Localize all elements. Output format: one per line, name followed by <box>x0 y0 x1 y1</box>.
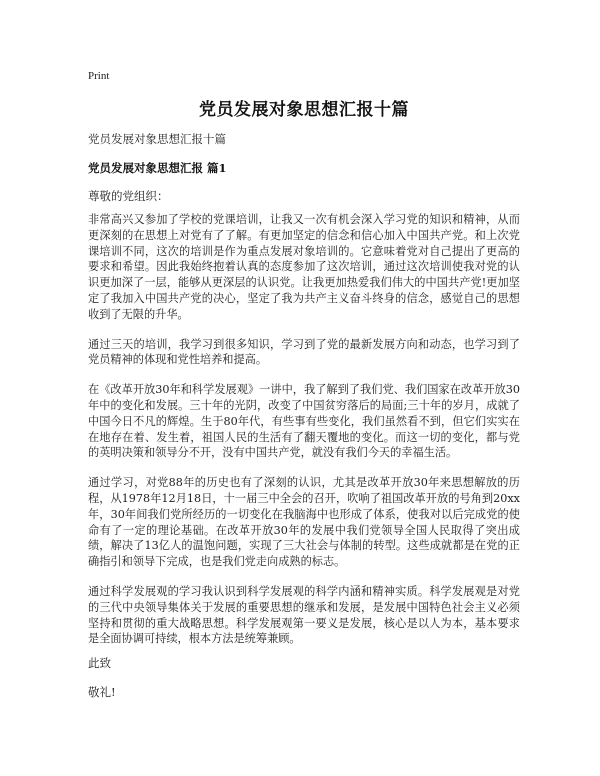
paragraph: 在《改革开放30年和科学发展观》一讲中，我了解到了我们党、我们国家在改革开放30年中的变化和发展。三十年的光阴，改变了中国贫穷落后的局面;三十年的岁月，成就了中国今日不凡的辉煌。生于80年代，有些事有些变化，我们虽然看不到，但它们实实在在地存在着、发生着，祖国人民的生活有了翻天覆地的变化。而这一切的变化，都与党的英明决策和领导分不开，没有中国共产党，就没有我们今天的幸福生活。 <box>88 383 520 460</box>
closing-regards: 敬礼! <box>88 685 116 699</box>
document-title: 党员发展对象思想汇报十篇 <box>199 100 409 120</box>
paragraph: 通过学习，对党88年的历史也有了深刻的认识，尤其是改革开放30年来思想解放的历程，从1978年12月18日，十一届三中全会的召开，吹响了祖国改革开放的号角到20xx年，30年间我们党所经历的一切变化在我脑海中也形成了体系，使我对以后完成党的使命有了一定的理论基础。在改革开放30年的发展中我们党领导全国人民取得了突出成绩，解决了13亿人的温饱问题，实现了三大社会与体制的转型。这些成就都是在党的正确指引和领导下完成，也是我们党走向成熟的标志。 <box>88 476 520 569</box>
body-text <box>88 212 520 661</box>
closing-salutation: 此致 <box>88 656 111 670</box>
paragraph: 非常高兴又参加了学校的党课培训，让我又一次有机会深入学习党的知识和精神，从而更深刻的在思想上对党有了了解。有更加坚定的信念和信心加入中国共产党。和上次党课培训不同，这次的培训是作为重点发展对象培训的。它意味着党对自己提出了更高的要求和希望。因此我始终抱着认真的态度参加了这次培训，通过这次培训使我对党的认识更加深了一层，能够从更深层的认识党。让我更加热爱我们伟大的中国共产党!更加坚定了我加入中国共产党的决心，坚定了我为共产主义奋斗终身的信念，感觉自己的思想收到了无限的升华。 <box>88 213 520 321</box>
paragraph: 通过科学发展观的学习我认识到科学发展观的科学内涵和精神实质。科学发展观是对党的三代中央领导集体关于发展的重要思想的继承和发展，是发展中国特色社会主义必须坚持和贯彻的重大战略思想。科学发展观第一要义是发展，核心是以人为本，基本要求是全面协调可持续，根本方法是统筹兼顾。 <box>88 584 520 646</box>
greeting: 尊敬的党组织： <box>88 189 169 203</box>
document-subtitle: 党员发展对象思想汇报十篇 <box>88 132 226 146</box>
print-label: Print <box>88 70 110 82</box>
section-heading: 党员发展对象思想汇报 篇1 <box>88 161 227 175</box>
paragraph: 通过三天的培训，我学习到很多知识，学习到了党的最新发展方向和动态，也学习到了党员精神的体现和党性培养和提高。 <box>88 337 520 367</box>
